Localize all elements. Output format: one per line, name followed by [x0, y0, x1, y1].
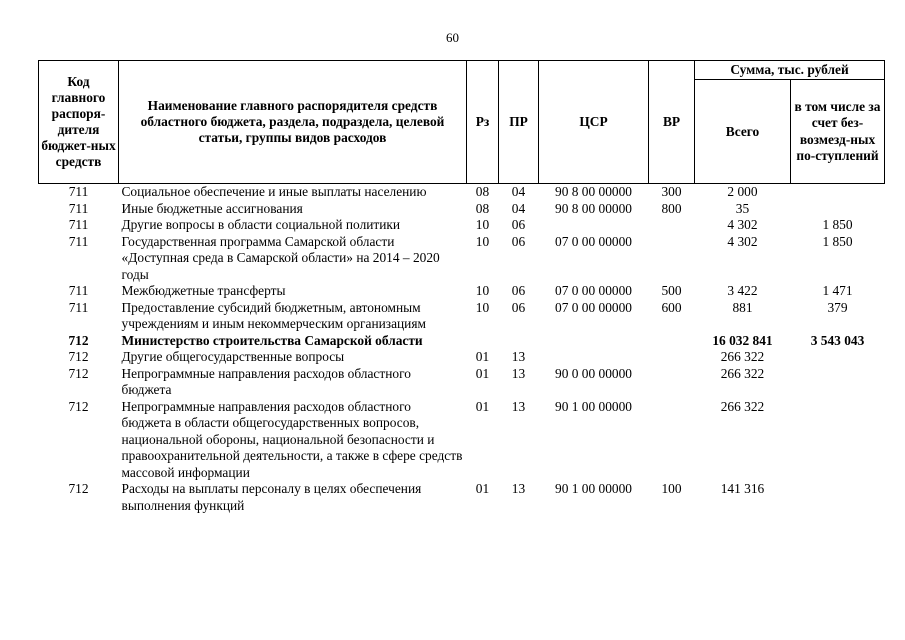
cell-csr: 90 0 00 00000 [555, 365, 632, 381]
cell-vr [649, 366, 695, 399]
cell-pr: 13 [511, 398, 526, 414]
table-row [39, 283, 885, 300]
cell-pr: 13 [511, 349, 526, 364]
cell-free: 379 [827, 299, 848, 315]
cell-rz [467, 333, 499, 350]
cell-rz: 10 [475, 217, 490, 232]
cell-code: 712 [68, 349, 89, 364]
table-row [39, 333, 885, 350]
cell-pr: 06 [511, 283, 526, 298]
cell-free [791, 349, 885, 366]
page-number: 60 [446, 30, 459, 45]
cell-vr: 100 [661, 481, 682, 496]
cell-free: 1 850 [822, 233, 853, 249]
cell-csr [539, 217, 649, 234]
table-row [39, 300, 885, 333]
cell-vr [649, 234, 695, 284]
cell-free [791, 481, 885, 514]
cell-csr: 90 1 00 00000 [555, 398, 632, 414]
header-total: Всего [695, 80, 791, 184]
table-row [39, 201, 885, 218]
cell-name: Другие общегосударственные вопросы [121, 349, 345, 364]
cell-name: Расходы на выплаты персоналу в целях обеспечения выполнения функций [121, 481, 422, 513]
cell-name: Социальное обеспечение и иные выплаты населению [121, 184, 427, 199]
header-sum: Сумма, тыс. рублей [695, 61, 885, 80]
cell-free: 1 850 [822, 217, 853, 232]
cell-rz: 01 [475, 365, 490, 381]
cell-free: 1 471 [822, 283, 853, 298]
cell-csr: 90 1 00 00000 [555, 481, 632, 496]
cell-total: 266 322 [720, 349, 765, 364]
header-code: Код главного распоря-дителя бюджет-ных средств [39, 61, 119, 184]
cell-code: 711 [68, 217, 89, 232]
cell-total: 881 [732, 299, 753, 315]
cell-total: 35 [735, 200, 750, 216]
cell-vr [649, 333, 695, 350]
cell-rz: 08 [475, 184, 490, 199]
cell-csr: 07 0 00 00000 [555, 233, 632, 249]
cell-free: 3 543 043 [810, 332, 865, 348]
cell-rz: 01 [475, 481, 490, 496]
cell-pr: 04 [511, 200, 526, 216]
cell-code: 712 [68, 398, 89, 414]
cell-total: 141 316 [720, 481, 765, 496]
cell-pr: 13 [511, 481, 526, 496]
cell-name: Предоставление субсидий бюджетным, автономным учреждениям и иным некоммерческим организациям [121, 299, 426, 331]
cell-code: 712 [68, 365, 89, 381]
cell-total: 266 322 [720, 365, 765, 381]
cell-rz: 01 [475, 398, 490, 414]
cell-vr [649, 349, 695, 366]
cell-pr: 04 [511, 184, 526, 199]
cell-total: 16 032 841 [712, 332, 773, 348]
cell-free [791, 399, 885, 482]
cell-csr [539, 349, 649, 366]
cell-name: Государственная программа Самарской области «Доступная среда в Самарской области» на 2014 – 2020 годы [121, 233, 440, 282]
cell-csr: 07 0 00 00000 [555, 299, 632, 315]
cell-free [791, 201, 885, 218]
table-row [39, 399, 885, 482]
header-rz: Рз [467, 61, 499, 184]
cell-vr: 300 [661, 184, 682, 199]
cell-name: Непрограммные направления расходов областного бюджета [121, 365, 411, 397]
cell-total: 4 302 [727, 233, 758, 249]
cell-rz: 08 [475, 200, 490, 216]
cell-total: 3 422 [727, 283, 758, 298]
header-free: в том числе за счет без-возмезд-ных по-ступлений [791, 80, 885, 184]
cell-name: Другие вопросы в области социальной политики [121, 217, 401, 232]
cell-name: Министерство строительства Самарской области [121, 332, 423, 348]
cell-vr: 500 [661, 283, 682, 298]
cell-rz: 10 [475, 283, 490, 298]
cell-pr [499, 333, 539, 350]
cell-vr [649, 217, 695, 234]
cell-pr: 06 [511, 299, 526, 315]
cell-rz: 10 [475, 299, 490, 315]
table-row [39, 184, 885, 201]
cell-rz: 01 [475, 349, 490, 364]
cell-free [791, 184, 885, 201]
header-vr: ВР [649, 61, 695, 184]
cell-vr: 600 [661, 299, 682, 315]
cell-pr: 13 [511, 365, 526, 381]
cell-name: Иные бюджетные ассигнования [121, 200, 303, 216]
cell-total: 266 322 [720, 398, 765, 414]
cell-code: 711 [68, 299, 89, 315]
cell-pr: 06 [511, 233, 526, 249]
cell-csr: 90 8 00 00000 [555, 200, 632, 216]
cell-vr [649, 399, 695, 482]
cell-csr: 90 8 00 00000 [555, 184, 632, 199]
header-csr: ЦСР [539, 61, 649, 184]
cell-total: 4 302 [727, 217, 758, 232]
cell-csr: 07 0 00 00000 [555, 283, 632, 298]
budget-table [38, 60, 885, 514]
cell-code: 712 [68, 332, 89, 348]
cell-vr: 800 [661, 200, 682, 216]
cell-csr [539, 333, 649, 350]
table-row [39, 481, 885, 514]
table-row [39, 217, 885, 234]
cell-free [791, 366, 885, 399]
table-row [39, 366, 885, 399]
cell-name: Межбюджетные трансферты [121, 283, 286, 298]
cell-code: 711 [68, 200, 89, 216]
cell-rz: 10 [475, 233, 490, 249]
cell-code: 711 [68, 283, 89, 298]
cell-name: Непрограммные направления расходов областного бюджета в области общегосударственных вопросов, национальной обороны, национальной безопасности и правоохранительной деятельности, а также в сфере средств массовой информации [121, 398, 463, 480]
table-row [39, 234, 885, 284]
cell-pr: 06 [511, 217, 526, 232]
cell-code: 711 [68, 233, 89, 249]
header-pr: ПР [499, 61, 539, 184]
cell-code: 712 [68, 481, 89, 496]
cell-total: 2 000 [727, 184, 758, 199]
header-name: Наименование главного распорядителя средств областного бюджета, раздела, подраздела, целевой статьи, группы видов расходов [119, 61, 467, 184]
table-row [39, 349, 885, 366]
cell-code: 711 [68, 184, 89, 199]
